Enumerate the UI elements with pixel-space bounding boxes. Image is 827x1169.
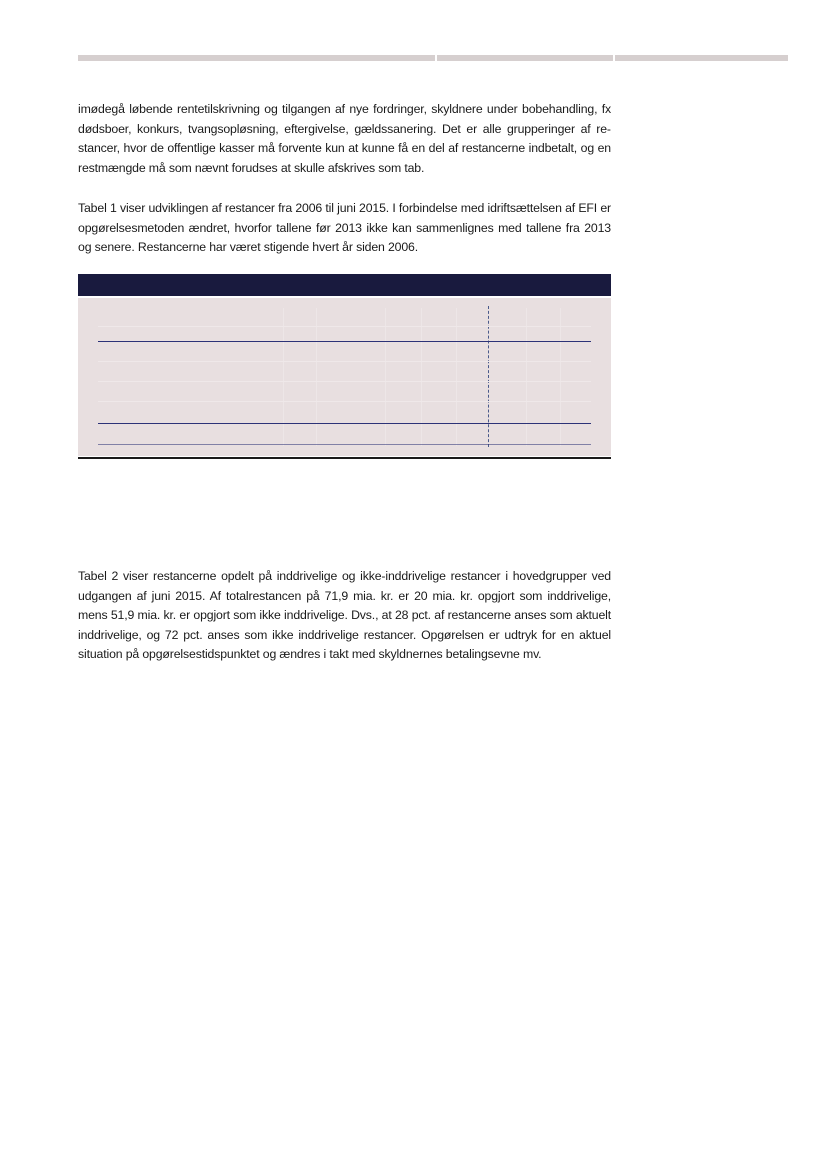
table-row-rule	[98, 401, 591, 402]
table-header-bar	[78, 274, 611, 296]
table-bottom-rule	[78, 457, 611, 459]
header-rule-divider	[613, 55, 615, 61]
table-column-divider	[283, 308, 284, 446]
table-row-rule	[98, 326, 591, 327]
header-rule-divider	[435, 55, 437, 61]
table-row-rule	[98, 423, 591, 424]
header-rule	[78, 55, 788, 61]
table-1	[78, 274, 611, 459]
table-column-divider	[385, 308, 386, 446]
body-paragraph-3: Tabel 2 viser restancerne opdelt på inddrivelige og ikke-inddrivelige restancer i hovedgrupper ved udgangen af juni 2015. Af totalrestancen på 71,9 mia. kr. er 20 mia. kr. opgjort som inddrivelige, mens 51,9 mia. kr. er opgjort som ikke inddrivelige. Dvs., at 28 pct. af restancerne anses som aktuelt inddrivelige, og 72 pct. anses som ikke inddrivelige restancer. Opgørelsen er udtryk for en aktuel situation på opgørelsestidspunktet og ændres i takt med skyldnernes betalingsevne mv.	[78, 569, 611, 662]
method-change-divider	[488, 306, 489, 447]
table-body	[78, 298, 611, 456]
table-column-divider	[526, 308, 527, 446]
table-row-rule	[98, 381, 591, 382]
table-column-divider	[421, 308, 422, 446]
table-row-rule	[98, 444, 591, 445]
table-column-divider	[316, 308, 317, 446]
body-paragraph-1: imødegå løbende rentetilskrivning og tilgangen af nye fordringer, skyldnere under bobehandling, fx dødsboer, konkurs, tvangsopløsning, eftergivelse, gældssanering. Det er alle grupperinger af restancer, hvor de offentlige kasser må forvente kun at kunne få en del af restancerne indbetalt, og en restmængde må som nævnt forudses at skulle afskrives som tab.	[78, 102, 611, 175]
table-row-rule	[98, 341, 591, 342]
table-row-rule	[98, 361, 591, 362]
body-paragraph-2: Tabel 1 viser udviklingen af restancer fra 2006 til juni 2015. I forbindelse med idriftsættelsen af EFI er opgørelsesmetoden ændret, hvorfor tallene før 2013 ikke kan sammenlignes med tallene fra 2013 og senere. Restancerne har været stigende hvert år siden 2006.	[78, 201, 611, 255]
table-column-divider	[456, 308, 457, 446]
table-column-divider	[560, 308, 561, 446]
